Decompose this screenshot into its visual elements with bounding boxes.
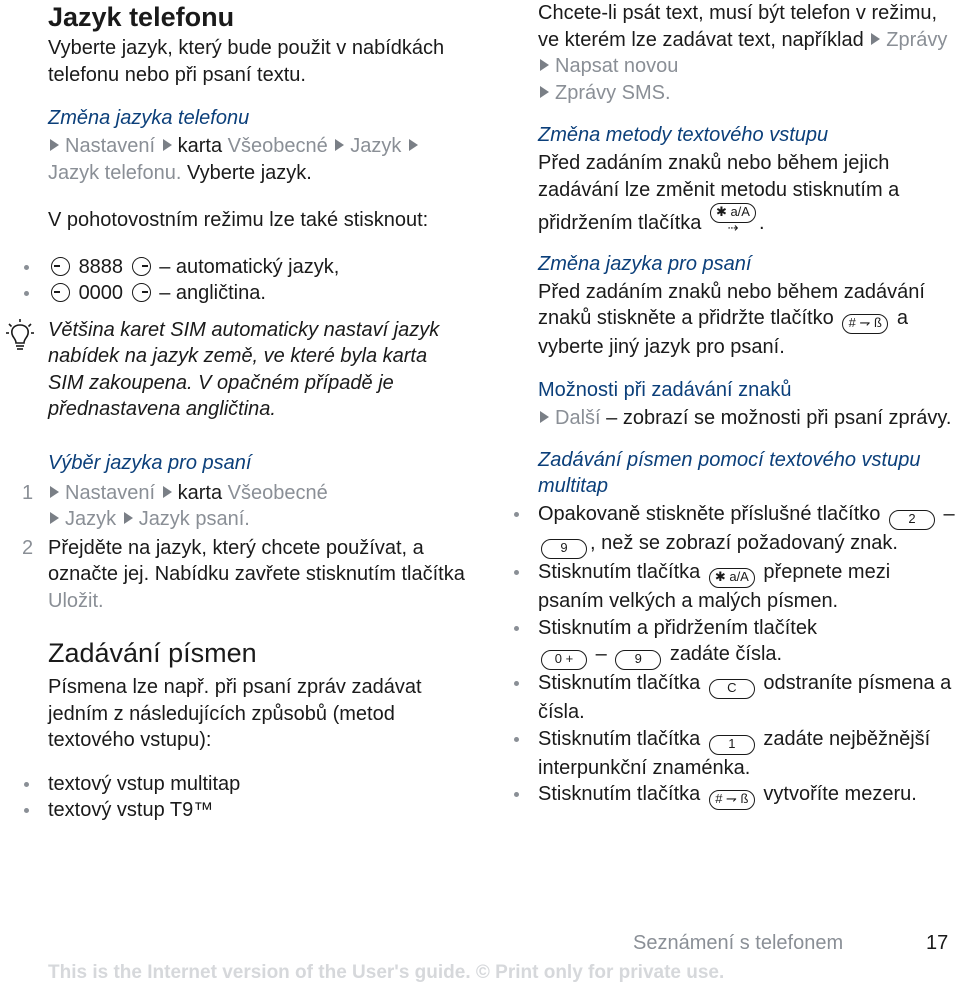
key-9-icon: 9 xyxy=(541,539,587,559)
nav-messages[interactable]: Zprávy xyxy=(886,28,948,51)
change-method-text: Před zadáním znaků nebo během jejich zadávání lze změnit metodu stisknutím a přidržením tlačítka ✱ a/A ⇢ . xyxy=(538,152,900,235)
nav-word-karta: karta xyxy=(177,135,223,157)
options-text: Další – zobrazí se možnosti při psaní zprávy. xyxy=(538,405,958,432)
arrow-icon xyxy=(50,512,59,524)
arrow-icon xyxy=(335,139,344,151)
key-9-icon: 9 xyxy=(615,650,661,670)
tip-text: Většina karet SIM automaticky nastaví jazyk nabídek na jazyk země, ve které byla karta SIM zakoupena. V opačném případě je přednastavena angličtina. xyxy=(48,318,440,420)
right-intro: Chcete-li psát text, musí být telefon v režimu, ve kterém lze zadávat text, například Zprávy Napsat novou Zprávy SMS. xyxy=(538,2,948,104)
list-item: Opakovaně stiskněte příslušné tlačítko 2 – 9 , než se zobrazí požadovaný znak. xyxy=(538,501,958,559)
list-item: 0000 – angličtina. xyxy=(48,280,468,307)
star-key-icon: ✱ a/A xyxy=(709,568,755,588)
hash-key-icon: # ⇁ ß xyxy=(709,790,755,810)
bullet-dot xyxy=(24,265,29,270)
methods-list xyxy=(48,771,468,824)
lightbulb-tip-icon xyxy=(6,319,34,353)
list-item: 8888 – automatický jazyk, xyxy=(48,254,468,281)
arrow-icon xyxy=(163,139,172,151)
step-2: 2 Přejděte na jazyk, který chcete používat, a označte jej. Nabídku zavřete stisknutím tlačítka Uložit. xyxy=(22,536,465,612)
page-number: 17 xyxy=(926,932,949,954)
nav-right-key-icon xyxy=(132,257,151,276)
heading-change-writing-lang: Změna jazyka pro psaní xyxy=(538,252,752,275)
nav-phone-language[interactable]: Jazyk telefonu. xyxy=(48,161,182,184)
arrow-icon xyxy=(50,139,59,151)
list-item: textový vstup T9™ xyxy=(48,797,468,824)
nav-tail: Vyberte jazyk. xyxy=(186,161,312,184)
change-lang-text: Před zadáním znaků nebo během zadávání znaků stiskněte a přidržte tlačítko # ⇁ ß a vyberte jiný jazyk pro psaní. xyxy=(538,280,925,358)
section-title-letters: Zadávání písmen xyxy=(48,638,257,668)
list-item: Stisknutím tlačítka # ⇁ ß vytvoříte mezeru. xyxy=(538,781,958,810)
nav-more[interactable]: Další xyxy=(555,406,601,429)
arrow-icon xyxy=(871,33,880,45)
section-intro: Písmena lze např. při psaní zpráv zadávat jedním z následujících způsobů (metod textového vstupu): xyxy=(48,676,422,751)
nav-right-key-icon xyxy=(132,283,151,302)
nav-sms[interactable]: Zprávy SMS. xyxy=(555,81,671,104)
multitap-list xyxy=(538,501,958,810)
standby-list xyxy=(48,254,468,307)
key-2-icon: 2 xyxy=(889,510,935,530)
step-1: 1 Nastavení karta Všeobecné Jazyk Jazyk psaní. xyxy=(22,481,328,530)
key-0-plus-icon: 0 + xyxy=(541,650,587,670)
arrow-icon xyxy=(540,59,549,71)
arrow-icon xyxy=(540,411,549,423)
arrow-icon xyxy=(540,86,549,98)
heading-change-phone-lang: Změna jazyka telefonu xyxy=(48,107,250,129)
standby-text: V pohotovostním režimu lze také stisknout: xyxy=(48,209,429,231)
key-1-icon: 1 xyxy=(709,735,755,755)
list-item: textový vstup multitap xyxy=(48,771,468,798)
footer-section-title: Seznámení s telefonem xyxy=(633,932,844,954)
bullet-dot xyxy=(24,291,29,296)
arrow-icon xyxy=(50,486,59,498)
nav-write-new[interactable]: Napsat novou xyxy=(555,55,679,77)
nav-general[interactable]: Všeobecné xyxy=(227,135,328,157)
nav-writing-language[interactable]: Jazyk psaní. xyxy=(138,508,250,530)
tip-box xyxy=(48,317,468,423)
nav-language[interactable]: Jazyk xyxy=(350,135,402,157)
heading-multitap: Zadávání písmen pomocí textového vstupu multitap xyxy=(538,449,921,497)
list-item: Stisknutím tlačítka ✱ a/A přepnete mezi psaním velkých a malých písmen. xyxy=(538,559,958,615)
page-title: Jazyk telefonu xyxy=(48,2,235,32)
heading-change-method: Změna metody textového vstupu xyxy=(538,124,829,146)
nav-path-phone-lang xyxy=(48,133,468,186)
nav-settings-2[interactable]: Nastavení xyxy=(65,481,156,504)
right-column xyxy=(538,0,958,810)
arrow-icon xyxy=(409,139,418,151)
arrow-icon xyxy=(163,486,172,498)
save-softkey[interactable]: Uložit. xyxy=(48,589,104,612)
heading-input-options: Možnosti při zadávání znaků xyxy=(538,378,792,401)
list-item: Stisknutím tlačítka C odstraníte písmena a čísla. xyxy=(538,670,958,726)
nav-general-2[interactable]: Všeobecné xyxy=(227,481,328,504)
arrow-icon xyxy=(124,512,133,524)
list-item: Stisknutím a přidržením tlačítek 0 + – 9 zadáte čísla. xyxy=(538,615,958,671)
hash-key-icon: # ⇁ ß xyxy=(842,314,888,334)
nav-left-key-icon xyxy=(51,257,70,276)
nav-settings[interactable]: Nastavení xyxy=(65,135,156,157)
clear-key-icon: C xyxy=(709,679,755,699)
intro-text: Vyberte jazyk, který bude použit v nabídkách telefonu nebo při psaní textu. xyxy=(48,37,445,86)
nav-left-key-icon xyxy=(51,283,70,302)
left-column xyxy=(22,0,468,824)
nav-language-2[interactable]: Jazyk xyxy=(65,508,117,530)
star-key-icon: ✱ a/A ⇢ xyxy=(710,203,756,223)
footer-disclaimer: This is the Internet version of the User's guide. © Print only for private use. xyxy=(48,962,725,983)
heading-writing-language: Výběr jazyka pro psaní xyxy=(48,451,252,474)
list-item: Stisknutím tlačítka 1 zadáte nejběžnější interpunkční znaménka. xyxy=(538,726,958,782)
